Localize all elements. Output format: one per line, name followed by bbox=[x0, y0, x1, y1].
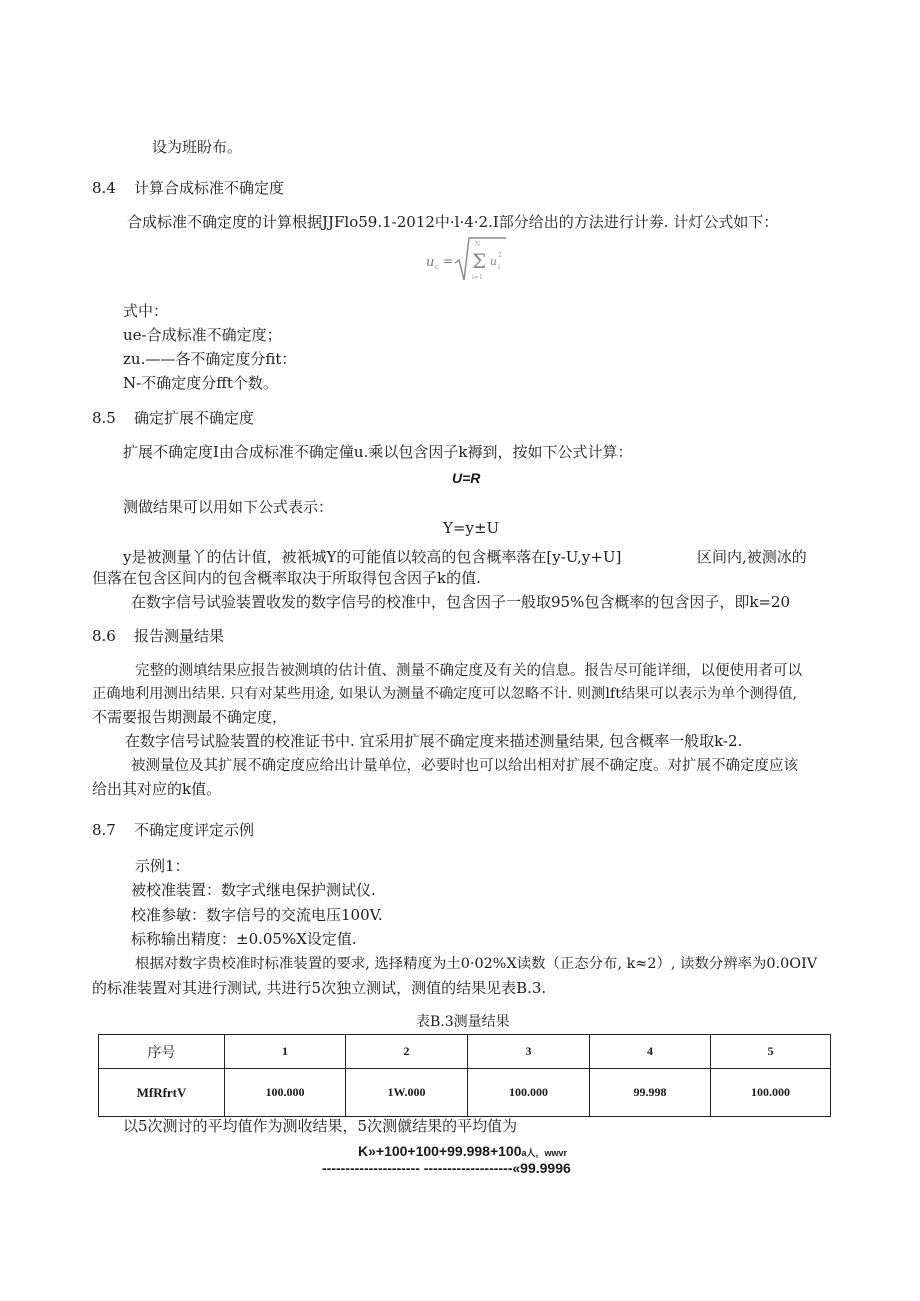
example-line1: 被校准装置：数字式继电保护测试仪. bbox=[131, 881, 376, 899]
svg-text:Σ: Σ bbox=[472, 249, 487, 273]
example-line2: 校准参敏：数字信号的交流电压100V. bbox=[131, 906, 383, 924]
svg-text:u: u bbox=[490, 255, 498, 268]
example-para-line2: 的标准装置对其进行测试, 共进行5次独立测试，测值的结果见表B.3. bbox=[92, 979, 547, 997]
s86-para1-line1: 完整的测填结果应报告被测填的估计值、测量不确定度及有关的信息。报告尽可能详细，以便使用者可以 bbox=[135, 663, 802, 679]
section-number: 8.7 bbox=[92, 821, 116, 839]
s85-para3-end: 区间内,被测冰的 bbox=[697, 548, 807, 566]
s86-para2: 在数字信号试脸装置的校准证书中. 宜采用扩展不确定度来描述测量结果, 包含概率一般取k-2. bbox=[125, 732, 743, 750]
formula-sup: N bbox=[475, 241, 481, 248]
after-table-text: 以5次测讨的平均值作为测收结果，5次测僦结果的平均值为 bbox=[123, 1117, 518, 1135]
table-header-cell: 4 bbox=[590, 1035, 711, 1069]
section-8-7-heading bbox=[92, 820, 254, 840]
table-header-cell: 3 bbox=[468, 1035, 590, 1069]
section-8-4-heading bbox=[92, 178, 284, 198]
section-8-6-heading bbox=[92, 626, 224, 646]
final-formula-tail: a人，wwvr bbox=[521, 1148, 568, 1158]
table-header-cell: 序号 bbox=[99, 1035, 225, 1069]
s86-para1-line3: 不需要报告期测最不确定度， bbox=[92, 708, 288, 726]
table-row bbox=[99, 1069, 831, 1117]
where-label: 式中： bbox=[123, 302, 169, 320]
final-formula-numerator: K»+100+100+99.998+100 bbox=[358, 1143, 522, 1159]
section-number: 8.4 bbox=[92, 179, 116, 197]
def-uc: ue-合成标准不确定度； bbox=[123, 326, 282, 344]
s85-para2: 测做结果可以用如下公式表示： bbox=[123, 498, 334, 516]
combined-uncertainty-formula bbox=[424, 232, 508, 286]
formula-u-kr: U=R bbox=[452, 470, 481, 486]
table-header-row bbox=[99, 1035, 831, 1069]
s86-para1-line2: 正确地利用测出结果. 只有对某些用途, 如果认为测量不确定度可以忽略不计. 则测lft结果可以表示为单个测得值, bbox=[92, 686, 798, 702]
section-number: 8.5 bbox=[92, 409, 116, 427]
final-formula-bottom: --------------------- -------------------«99.9996 bbox=[322, 1160, 571, 1176]
table-cell: 100.000 bbox=[711, 1069, 831, 1117]
section-title: 不确定度评定示例 bbox=[134, 821, 255, 839]
svg-text:i: i bbox=[498, 264, 500, 271]
s84-paragraph: 合成标准不确定度的计算根据JJFlo59.1-2012中·l·4·2.I部分给出的方法进行计劵. 计灯公式如下： bbox=[127, 213, 779, 231]
table-header-cell: 2 bbox=[346, 1035, 468, 1069]
s85-para4: 在数字信号试验装置收发的数字信号的校准中，包含因子一般取95%包含概率的包含因子，即k=20 bbox=[131, 593, 791, 611]
table-caption: 表B.3测量结果 bbox=[416, 1014, 510, 1030]
s85-para1: 扩展不确定度I由合成标准不确定僮u.乘以包含因子k褥到，按如下公式计算： bbox=[123, 443, 633, 461]
s85-para3-cont: 但落在包含区间内的包含概率取决于所取得包含因子k的值. bbox=[92, 569, 481, 587]
table-header-cell: 1 bbox=[225, 1035, 346, 1069]
section-number: 8.6 bbox=[92, 627, 116, 645]
svg-text:c: c bbox=[435, 263, 439, 271]
section-8-5-heading bbox=[92, 408, 254, 428]
measurement-results-table bbox=[98, 1034, 831, 1117]
formula-y: Y=y±U bbox=[443, 519, 500, 537]
example-para-line1: 根据对数字贵校准时标准装置的要求, 选择精度为土0·02%X读数（正态分布, k≈2）, 读数分辨率为0.0OIV bbox=[135, 956, 818, 972]
def-ui: zu.——各不确定度分fit： bbox=[123, 350, 297, 368]
example-title: 示例1： bbox=[135, 857, 190, 875]
formula-lhs: u bbox=[426, 255, 435, 270]
table-cell: 1W.000 bbox=[346, 1069, 468, 1117]
svg-text:=: = bbox=[443, 254, 454, 268]
svg-text:2: 2 bbox=[498, 252, 502, 259]
s86-para3-line1: 被测量位及其扩展不确定度应给出计量单位，必要时也可以给出相对扩展不确定度。对扩展不确定度应该 bbox=[131, 758, 798, 774]
s85-para3-start: y是被测量丫的估计值，被祇城Y的可能值以较高的包含概率落在[y-U,y+U] bbox=[123, 548, 622, 566]
formula-image bbox=[424, 232, 508, 286]
table-cell: 100.000 bbox=[225, 1069, 346, 1117]
table-cell: 100.000 bbox=[468, 1069, 590, 1117]
table-header-cell: 5 bbox=[711, 1035, 831, 1069]
def-n: N-不确定度分fft个数。 bbox=[123, 374, 278, 392]
formula-sub: i=1 bbox=[472, 274, 483, 281]
table-cell: 99.998 bbox=[590, 1069, 711, 1117]
section-title: 确定扩展不确定度 bbox=[134, 409, 255, 427]
table-cell: MfRfrtV bbox=[99, 1069, 225, 1117]
section-title: 报告测量结果 bbox=[134, 627, 225, 645]
section-title: 计算合成标准不确定度 bbox=[134, 179, 285, 197]
intro-line: 设为班盼布。 bbox=[152, 138, 243, 156]
s86-para3-line2: 给出其对应的k值。 bbox=[92, 780, 222, 798]
example-line3: 标称输出精度：±0.05%X设定值. bbox=[131, 930, 357, 948]
